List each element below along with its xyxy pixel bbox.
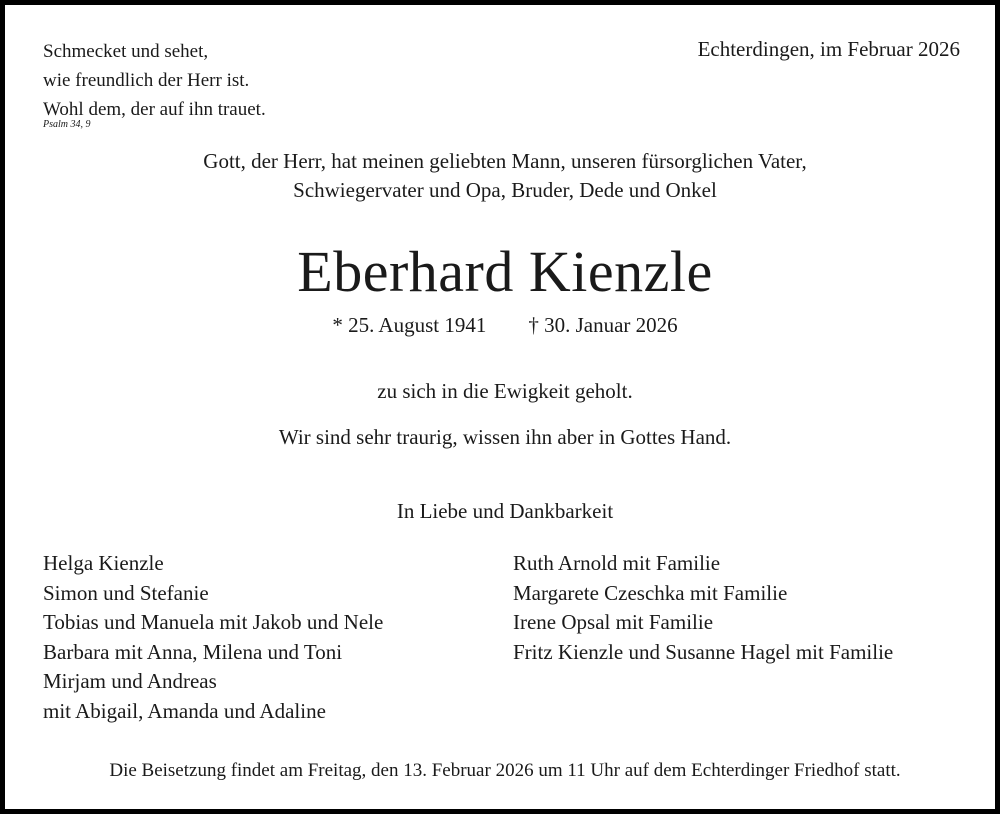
intro-line: Schwiegervater und Opa, Bruder, Dede und Onkel (293, 178, 717, 202)
mourner-line: Margarete Czeschka mit Familie (513, 580, 788, 605)
mourner-line: Irene Opsal mit Familie (513, 610, 714, 635)
mourner-line: Tobias und Manuela mit Jakob und Nele (43, 610, 384, 635)
birth-date: * 25. August 1941 (332, 313, 487, 337)
mourners-right (513, 549, 893, 667)
message-geholt: zu sich in die Ewigkeit geholt. (377, 379, 633, 403)
mourner-line: mit Abigail, Amanda und Adaline (43, 698, 326, 723)
death-date: † 30. Januar 2026 (528, 313, 678, 337)
mourner-line: Fritz Kienzle und Susanne Hagel mit Familie (513, 639, 894, 664)
burial-notice: Die Beisetzung findet am Freitag, den 13. Februar 2026 um 11 Uhr auf dem Echterdinger Friedhof statt. (109, 760, 901, 781)
mourner-line: Mirjam und Andreas (43, 669, 217, 694)
deceased-name: Eberhard Kienzle (297, 239, 713, 304)
mourners-left (43, 549, 383, 727)
intro-text (5, 147, 1000, 205)
mourner-line: Helga Kienzle (43, 551, 164, 575)
mourner-line: Ruth Arnold mit Familie (513, 551, 721, 575)
place-date: Echterdingen, im Februar 2026 (697, 37, 960, 61)
verse-line: Schmecket und sehet, (43, 41, 209, 62)
mourner-line: Barbara mit Anna, Milena und Toni (43, 639, 343, 664)
intro-line: Gott, der Herr, hat meinen geliebten Mann, unseren fürsorglichen Vater, (203, 149, 807, 173)
verse-line: Wohl dem, der auf ihn trauet. (43, 99, 266, 120)
closing-phrase: In Liebe und Dankbarkeit (396, 499, 614, 523)
verse-reference: Psalm 34, 9 (43, 119, 91, 130)
verse-line: wie freundlich der Herr ist. (43, 70, 250, 91)
mourner-line: Simon und Stefanie (43, 580, 209, 605)
life-dates (5, 310, 1000, 340)
bible-verse (43, 37, 266, 124)
message-traurig: Wir sind sehr traurig, wissen ihn aber in Gottes Hand. (278, 425, 732, 449)
